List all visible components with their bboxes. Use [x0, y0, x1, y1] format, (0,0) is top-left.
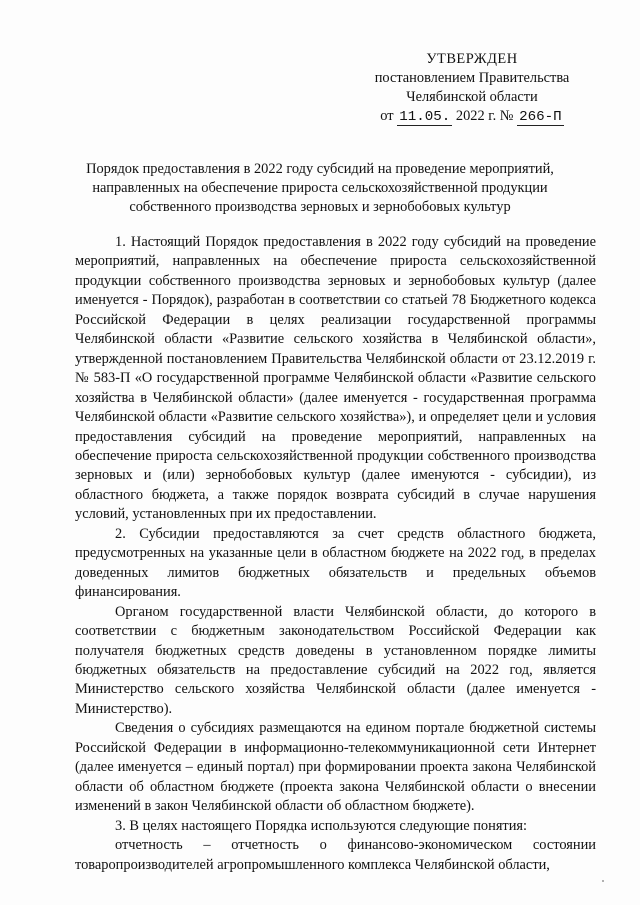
- approval-heading: УТВЕРЖДЕН: [426, 51, 518, 67]
- approval-year: 2022 г. №: [455, 108, 514, 124]
- approval-date-line: [352, 107, 592, 127]
- paragraph-1: 1. Настоящий Порядок предоставления в 2022 году субсидий на проведение мероприятий, направленных на обеспечение прироста сельскохозяйственной продукции собственного производства зерновых и зернобобовых культур (далее именуется - Порядок), разработан в соответствии со статьей 78 Бюджетного кодекса Российской Федерации в целях реализации государственной программы Челябинской области «Развитие сельского хозяйства в Челябинской области», утвержденной постановлением Правительства Челябинской области от 23.12.2019 г. № 583-П «О государственной программе Челябинской области «Развитие сельского хозяйства в Челябинской области» (далее именуется - государственная программа Челябинской области «Развитие сельского хозяйства»), и определяет цели и условия предоставления субсидий на проведение мероприятий, направленных на обеспечение прироста сельскохозяйственной продукции собственного производства зерновых и (или) зернобобовых культур (далее именуются - субсидии), из областного бюджета, а также порядок возврата субсидий в случае нарушения условий, установленных при их предоставлении.: [75, 234, 596, 523]
- approval-line-2: Челябинской области: [406, 89, 538, 105]
- title-line-3: собственного производства зерновых и зернобобовых культур: [129, 199, 511, 215]
- title-line-2: направленных на обеспечение прироста сельскохозяйственной продукции: [92, 180, 548, 196]
- approval-line-1: постановлением Правительства: [374, 70, 570, 86]
- scan-speck: [602, 880, 604, 882]
- title-line-1: Порядок предоставления в 2022 году субсидий на проведение мероприятий,: [86, 161, 554, 177]
- paragraph-4: Сведения о субсидиях размещаются на едином портале бюджетной системы Российской Федерации в информационно-телекоммуникационной сети Интернет (далее именуется – единый портал) при формировании проекта закона Челябинской области об областном бюджете (проекта закона Челябинской области о внесении изменений в закон Челябинской области об областном бюджете).: [75, 720, 596, 815]
- approval-stamp: [352, 50, 592, 127]
- paragraph-2: 2. Субсидии предоставляются за счет средств областного бюджета, предусмотренных на указанные цели в областном бюджете на 2022 год, в пределах доведенных лимитов бюджетных обязательств и предельных объемов финансирования.: [75, 525, 596, 601]
- approval-date: 11.05.: [399, 109, 451, 125]
- document-title: [60, 160, 580, 217]
- paragraph-6: отчетность – отчетность о финансово-экономическом состоянии товаропроизводителей агропромышленного комплекса Челябинской области,: [75, 837, 596, 873]
- approval-date-prefix: от: [380, 108, 394, 124]
- paragraph-5: 3. В целях настоящего Порядка используются следующие понятия:: [115, 817, 528, 834]
- paragraph-3: Органом государственной власти Челябинской области, до которого в соответствии с бюджетным законодательством Российской Федерации как получателя бюджетных средств доведены в установленном порядке лимиты бюджетных обязательств на предоставление субсидий на 2022 год, является Министерство сельского хозяйства Челябинской области (далее именуется - Министерство).: [75, 603, 596, 717]
- document-body: [75, 233, 596, 875]
- approval-number: 266-П: [519, 109, 562, 125]
